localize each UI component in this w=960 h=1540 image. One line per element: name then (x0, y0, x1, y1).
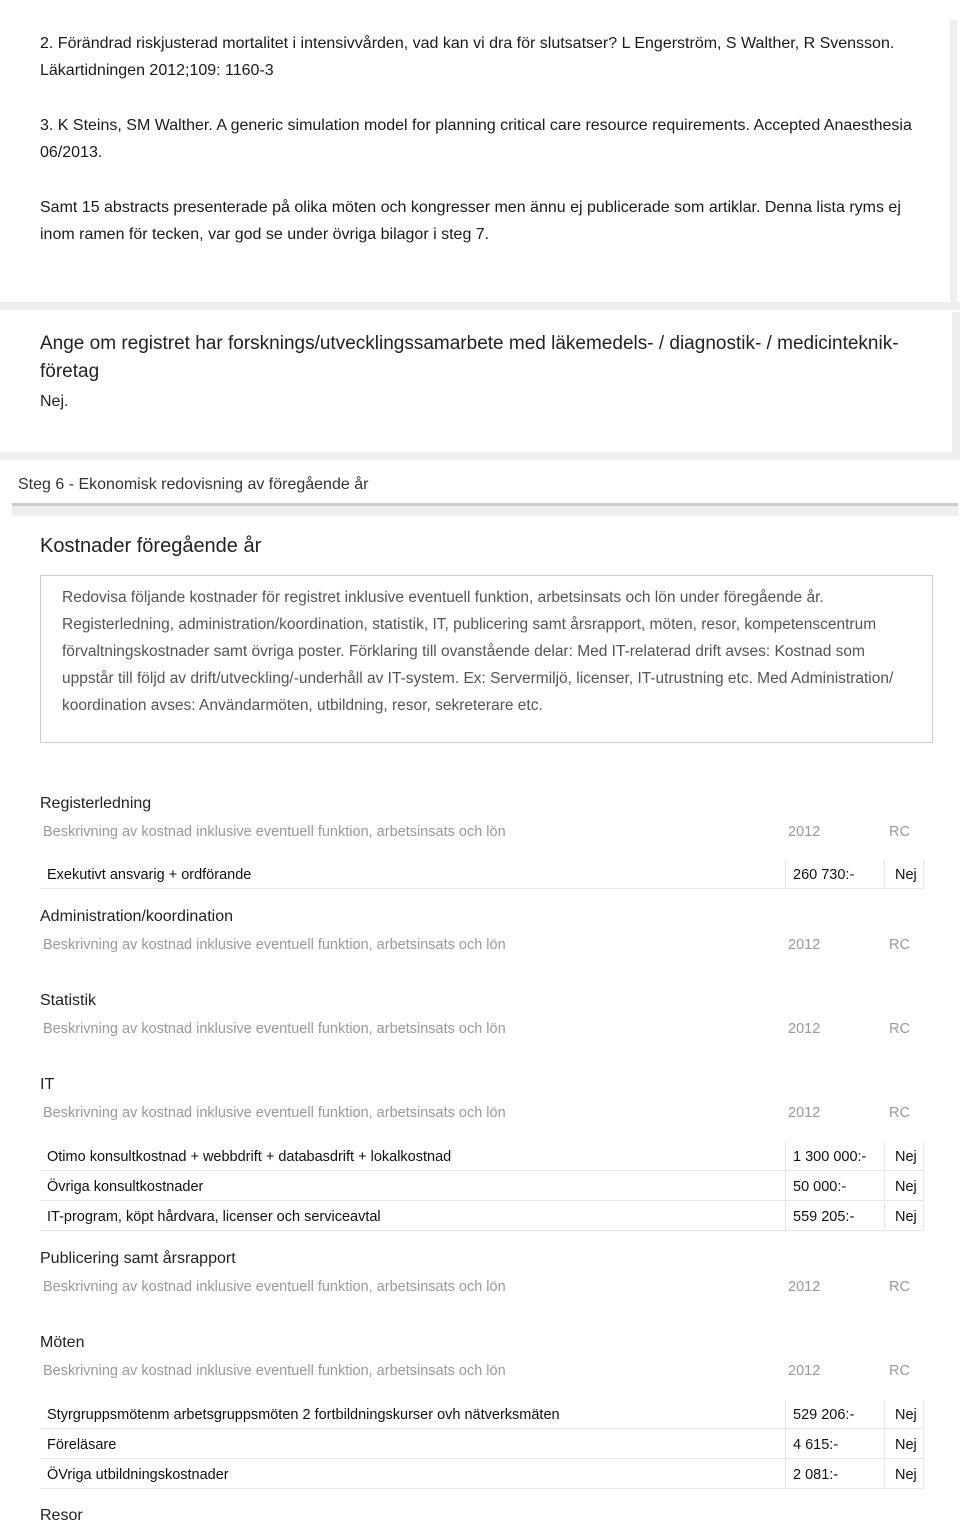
column-header-year: 2012 (788, 1279, 821, 1295)
column-separator (884, 1202, 885, 1230)
cost-table-header (40, 820, 924, 846)
cost-rc: Nej (895, 1149, 917, 1165)
cost-row (40, 1460, 924, 1489)
cost-category-title: Registerledning (40, 795, 152, 812)
column-header-description: Beskrivning av kostnad inklusive eventuell funktion, arbetsinsats och lön (43, 1021, 506, 1037)
column-separator (923, 1172, 924, 1200)
cost-row (40, 1430, 924, 1459)
column-header-rc: RC (889, 824, 910, 840)
costs-title: Kostnader föregående år (40, 535, 262, 557)
cost-table-header (40, 1101, 924, 1127)
column-header-year: 2012 (788, 824, 821, 840)
column-header-rc: RC (889, 1279, 910, 1295)
reference-2: 2. Förändrad riskjusterad mortalitet i intensivvården, vad kan vi dra för slutsatser? L Engerström, S Walther, R Svensson. Läkartidningen 2012;109: 1160-3 (40, 35, 895, 79)
cost-category-title: Resor (40, 1507, 83, 1524)
column-header-rc: RC (889, 1105, 910, 1121)
step-title: Steg 6 - Ekonomisk redovisning av föregående år (18, 476, 369, 493)
column-separator (785, 1172, 786, 1200)
column-separator (923, 1430, 924, 1458)
cost-row (40, 860, 924, 889)
column-separator (785, 1142, 786, 1170)
column-header-year: 2012 (788, 1363, 821, 1379)
cost-rc: Nej (895, 1407, 917, 1423)
column-separator (785, 1460, 786, 1488)
cost-row (40, 1400, 924, 1429)
column-header-description: Beskrivning av kostnad inklusive eventuell funktion, arbetsinsats och lön (43, 824, 506, 840)
column-separator (923, 1142, 924, 1170)
cost-table-header (40, 933, 924, 959)
cost-description: Övriga konsultkostnader (47, 1179, 204, 1195)
column-separator (785, 860, 786, 888)
references-panel (18, 20, 957, 310)
cost-amount: 50 000:- (793, 1179, 847, 1195)
column-separator (923, 1400, 924, 1428)
column-header-rc: RC (889, 1363, 910, 1379)
column-separator (923, 1202, 924, 1230)
column-separator (884, 1142, 885, 1170)
cost-amount: 559 205:- (793, 1209, 855, 1225)
column-header-year: 2012 (788, 1021, 821, 1037)
column-separator (785, 1400, 786, 1428)
cost-table-header (40, 1017, 924, 1043)
column-header-year: 2012 (788, 1105, 821, 1121)
cost-rc: Nej (895, 1179, 917, 1195)
cost-category-title: IT (40, 1076, 55, 1093)
cost-rc: Nej (895, 867, 917, 883)
costs-info-box (40, 575, 933, 743)
section-divider (0, 452, 960, 460)
cost-description: ÖVriga utbildningskostnader (47, 1467, 229, 1483)
cost-category-title: Publicering samt årsrapport (40, 1250, 236, 1267)
column-header-description: Beskrivning av kostnad inklusive eventuell funktion, arbetsinsats och lön (43, 1279, 506, 1295)
abstracts-note: Samt 15 abstracts presenterade på olika möten och kongresser men ännu ej publicerade som artiklar. Denna lista ryms ej inom ramen för tecken, var god se under övriga bilagor i steg 7. (40, 199, 901, 243)
costs-info-text: Redovisa följande kostnader för registret inklusive eventuell funktion, arbetsinsats och lön under föregående år. Registerledning, administration/koordination, statistik, IT, publicering samt årsrapport, möten, resor, kompetenscentrum förvaltningskostnader samt övriga poster. Förklaring till ovanstående delar: Med IT-relaterad drift avses: Kostnad som uppstår till följd av drift/utveckling/-underhåll av IT-system. Ex: Servermiljö, licenser, IT-utrustning etc. Med Administration/ koordination avses: Användarmöten, utbildning, resor, sekreterare etc. (62, 589, 894, 714)
column-separator (884, 1430, 885, 1458)
cost-description: Styrgruppsmötenm arbetsgruppsmöten 2 fortbildningskurser ovh nätverksmäten (47, 1407, 560, 1423)
column-separator (785, 1430, 786, 1458)
cost-category-title: Möten (40, 1334, 85, 1351)
cost-rc: Nej (895, 1437, 917, 1453)
cost-row (40, 1202, 924, 1231)
column-header-rc: RC (889, 1021, 910, 1037)
column-separator (884, 1400, 885, 1428)
question-answer: Nej. (40, 393, 69, 410)
column-header-rc: RC (889, 937, 910, 953)
cost-table-header (40, 1359, 924, 1385)
column-separator (884, 860, 885, 888)
column-separator (923, 1460, 924, 1488)
cost-amount: 2 081:- (793, 1467, 839, 1483)
column-separator (884, 1460, 885, 1488)
cost-rc: Nej (895, 1209, 917, 1225)
column-separator (884, 1172, 885, 1200)
step-shadow (12, 506, 958, 516)
column-header-year: 2012 (788, 937, 821, 953)
cost-row (40, 1142, 924, 1171)
cost-amount: 260 730:- (793, 867, 855, 883)
cost-category-title: Administration/koordination (40, 908, 233, 925)
cost-amount: 4 615:- (793, 1437, 839, 1453)
question-title: Ange om registret har forsknings/utvecklingssamarbete med läkemedels- / diagnostik- / medicinteknik-företag (40, 333, 899, 382)
cost-rc: Nej (895, 1467, 917, 1483)
column-separator (923, 860, 924, 888)
column-header-description: Beskrivning av kostnad inklusive eventuell funktion, arbetsinsats och lön (43, 1363, 506, 1379)
cost-category-title: Statistik (40, 992, 97, 1009)
cost-description: Otimo konsultkostnad + webbdrift + databasdrift + lokalkostnad (47, 1149, 452, 1165)
column-separator (785, 1202, 786, 1230)
cost-amount: 529 206:- (793, 1407, 855, 1423)
cost-amount: 1 300 000:- (793, 1149, 867, 1165)
column-header-description: Beskrivning av kostnad inklusive eventuell funktion, arbetsinsats och lön (43, 937, 506, 953)
section-divider (0, 302, 960, 310)
cost-description: Föreläsare (47, 1437, 117, 1453)
cost-table-header (40, 1275, 924, 1301)
column-header-description: Beskrivning av kostnad inklusive eventuell funktion, arbetsinsats och lön (43, 1105, 506, 1121)
cost-row (40, 1172, 924, 1201)
cost-description: IT-program, köpt hårdvara, licenser och serviceavtal (47, 1209, 381, 1225)
reference-3: 3. K Steins, SM Walther. A generic simulation model for planning critical care resource requirements. Accepted Anaesthesia 06/2013. (40, 117, 912, 161)
cost-description: Exekutivt ansvarig + ordförande (47, 867, 252, 883)
